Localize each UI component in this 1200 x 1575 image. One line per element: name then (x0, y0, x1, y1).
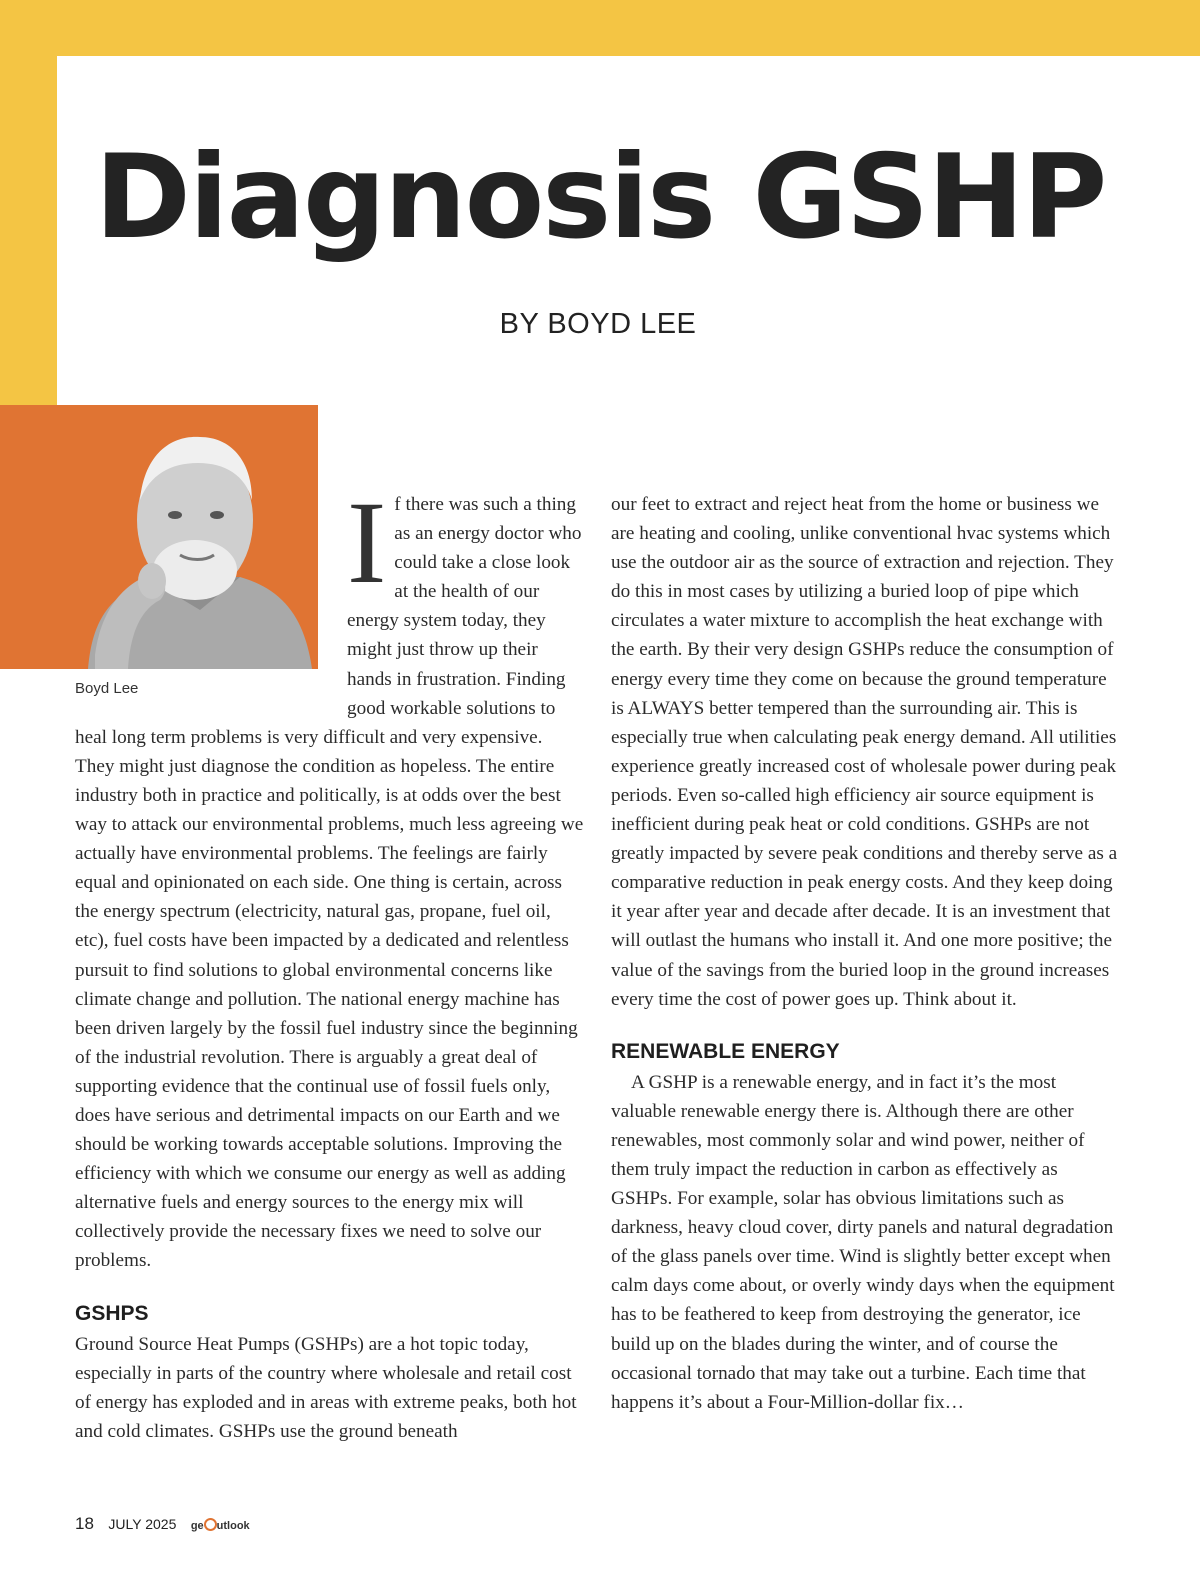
gshps-paragraph: Ground Source Heat Pumps (GSHPs) are a hot topic today, especially in parts of the country where wholesale and retail cost of energy has exploded and in areas with extreme peaks, both hot and cold climates. GSHPs use the ground beneath (75, 1333, 577, 1442)
page-footer (75, 1514, 250, 1534)
article-column-right (611, 490, 1123, 1417)
intro-paragraph: f there was such a thing as an energy doctor who could take a close look at the health of our energy system today, they might just throw up their hands in frustration. Finding good workable solutions to heal long term problems is very difficult and very expensive. They might just diagnose the condition as hopeless. The entire industry both in practice and politically, is at odds over the best way to attack our environmental problems, much less agreeing we actually have environmental problems. The feelings are fairly equal and opinionated on each side. One thing is certain, across the energy spectrum (electricity, natural gas, propane, fuel oil, etc), fuel costs have been impacted by a dedicated and relentless pursuit to find solutions to global environmental concerns like climate change and pollution. The national energy machine has been driven largely by the fossil fuel industry since the beginning of the industrial revolution. There is arguably a great deal of supporting evidence that the continual use of fossil fuels only, does have serious and detrimental impacts on our Earth and we should be working towards acceptable solutions. Improving the efficiency with which we consume our energy as well as adding alternative fuels and energy sources to the energy mix will collectively provide the necessary fixes we need to solve our problems. (75, 494, 584, 1272)
section-heading-renewable-energy: RENEWABLE ENERGY (611, 1039, 840, 1063)
photo-caption: Boyd Lee (75, 680, 139, 697)
logo-ring-icon (204, 1518, 217, 1531)
continued-paragraph: our feet to extract and reject heat from the home or business we are heating and cooling, unlike conventional hvac systems which use the outdoor air as the source of extraction and rejection. They do this in most cases by utilizing a buried loop of pipe which circulates a water mixture to accomplish the heat exchange with the earth. By their very design GSHPs reduce the consumption of energy every time they come on because the ground temperature is ALWAYS better tempered than the surrounding air. This is especially true when calculating peak energy demand. All utilities experience greatly increased cost of wholesale power during peak periods. Even so-called high efficiency air source equipment is inefficient during peak heat or cold conditions. GSHPs are not greatly impacted by severe peak conditions and thereby serve as a comparative reduction in peak energy costs. And they keep doing it year after year and decade after decade. It is an investment that will outlast the humans who install it. And one more positive; the value of the savings from the buried loop in the ground increases every time the cost of power goes up. Think about it. (611, 494, 1118, 1010)
article-byline: BY BOYD LEE (499, 308, 697, 340)
article-title: Diagnosis GSHP (94, 130, 1106, 265)
issue-date: JULY 2025 (108, 1516, 177, 1532)
photo-wrap-spacer (75, 490, 347, 722)
section-heading-gshps: GSHPS (75, 1301, 149, 1325)
drop-cap: I (347, 477, 387, 608)
logo-suffix: utlook (216, 1520, 250, 1532)
top-accent-band (0, 0, 1200, 56)
page-number: 18 (75, 1514, 94, 1533)
publication-logo (191, 1520, 250, 1532)
logo-prefix: ge (190, 1520, 204, 1532)
article-column-left (75, 477, 585, 1446)
renewable-paragraph: A GSHP is a renewable energy, and in fact it’s the most valuable renewable energy there is. Although there are other renewables, most commonly solar and wind power, neither of them truly impact the reduction in carbon as effectively as GSHPs. For example, solar has obvious limitations such as darkness, heavy cloud cover, dirty panels and natural degradation of the glass panels over time. Wind is slightly better except when calm days come about, or overly windy days when the equipment has to be feathered to keep from destroying the generator, ice build up on the blades during the winter, and of course the occasional tornado that may take out a turbine. Each time that happens it’s about a Four-Million-dollar fix… (611, 1071, 1115, 1413)
